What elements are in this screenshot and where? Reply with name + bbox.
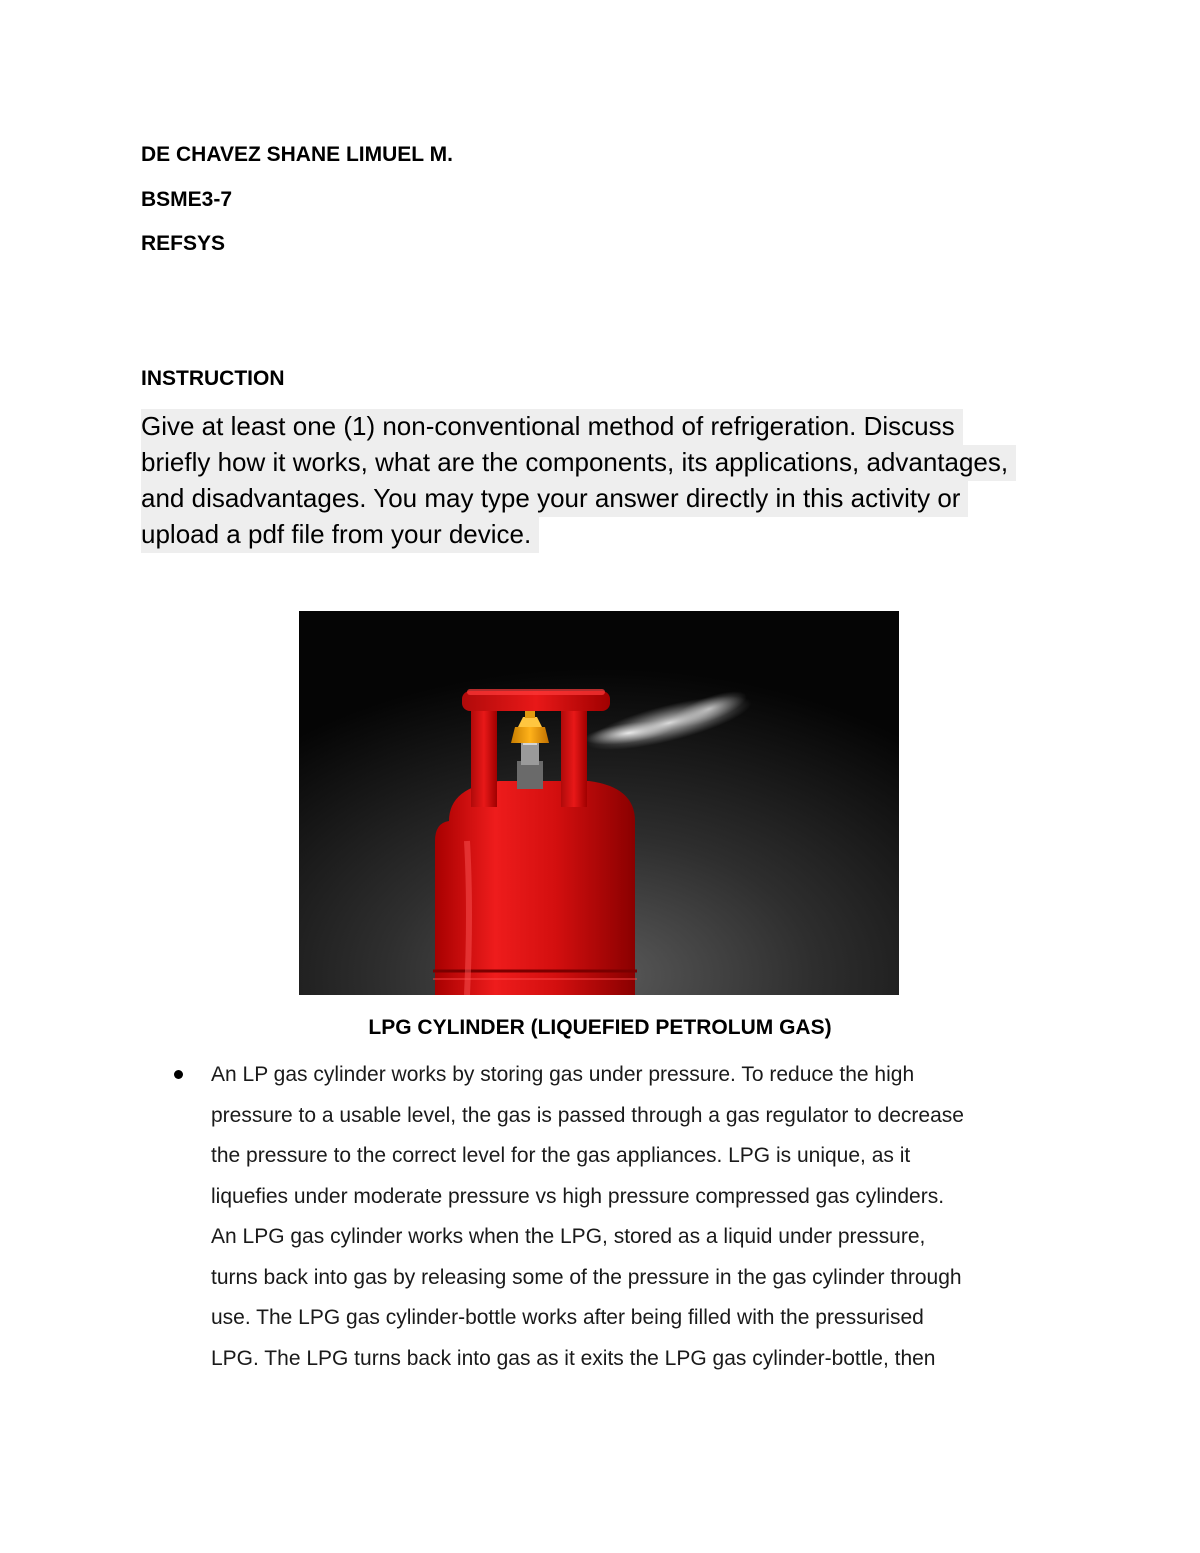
subject-code: REFSYS: [141, 232, 226, 255]
paragraph-line: turns back into gas by releasing some of the pressure in the gas cylinder through: [211, 1265, 962, 1289]
paragraph-line: pressure to a usable level, the gas is passed through a gas regulator to decrease: [211, 1103, 964, 1127]
bullet-icon: [174, 1070, 183, 1079]
paragraph-line: An LPG gas cylinder works when the LPG, stored as a liquid under pressure,: [211, 1225, 926, 1248]
instruction-line: and disadvantages. You may type your answer directly in this activity or: [141, 481, 968, 517]
list-item: [170, 1055, 1070, 1379]
instruction-text: [141, 409, 1081, 553]
lpg-cylinder-photo: [299, 611, 899, 995]
paragraph-line: use. The LPG gas cylinder-bottle works after being filled with the pressurised: [211, 1306, 924, 1329]
instruction-heading: INSTRUCTION: [141, 367, 285, 390]
body-bullet-list: [170, 1055, 1070, 1379]
instruction-line: Give at least one (1) non-conventional method of refrigeration. Discuss: [141, 409, 963, 445]
student-name: DE CHAVEZ SHANE LIMUEL M.: [141, 143, 453, 166]
paragraph-line: LPG. The LPG turns back into gas as it exits the LPG gas cylinder-bottle, then: [211, 1346, 936, 1370]
instruction-line: briefly how it works, what are the components, its applications, advantages,: [141, 445, 1016, 481]
paragraph-line: An LP gas cylinder works by storing gas under pressure. To reduce the high: [211, 1063, 915, 1086]
paragraph-line: liquefies under moderate pressure vs high pressure compressed gas cylinders.: [211, 1184, 945, 1208]
paragraph-line: the pressure to the correct level for the gas appliances. LPG is unique, as it: [211, 1144, 911, 1167]
student-section: BSME3-7: [141, 188, 233, 211]
instruction-line: upload a pdf file from your device.: [141, 517, 539, 553]
figure-caption: LPG CYLINDER (LIQUEFIED PETROLUM GAS): [368, 1016, 832, 1039]
